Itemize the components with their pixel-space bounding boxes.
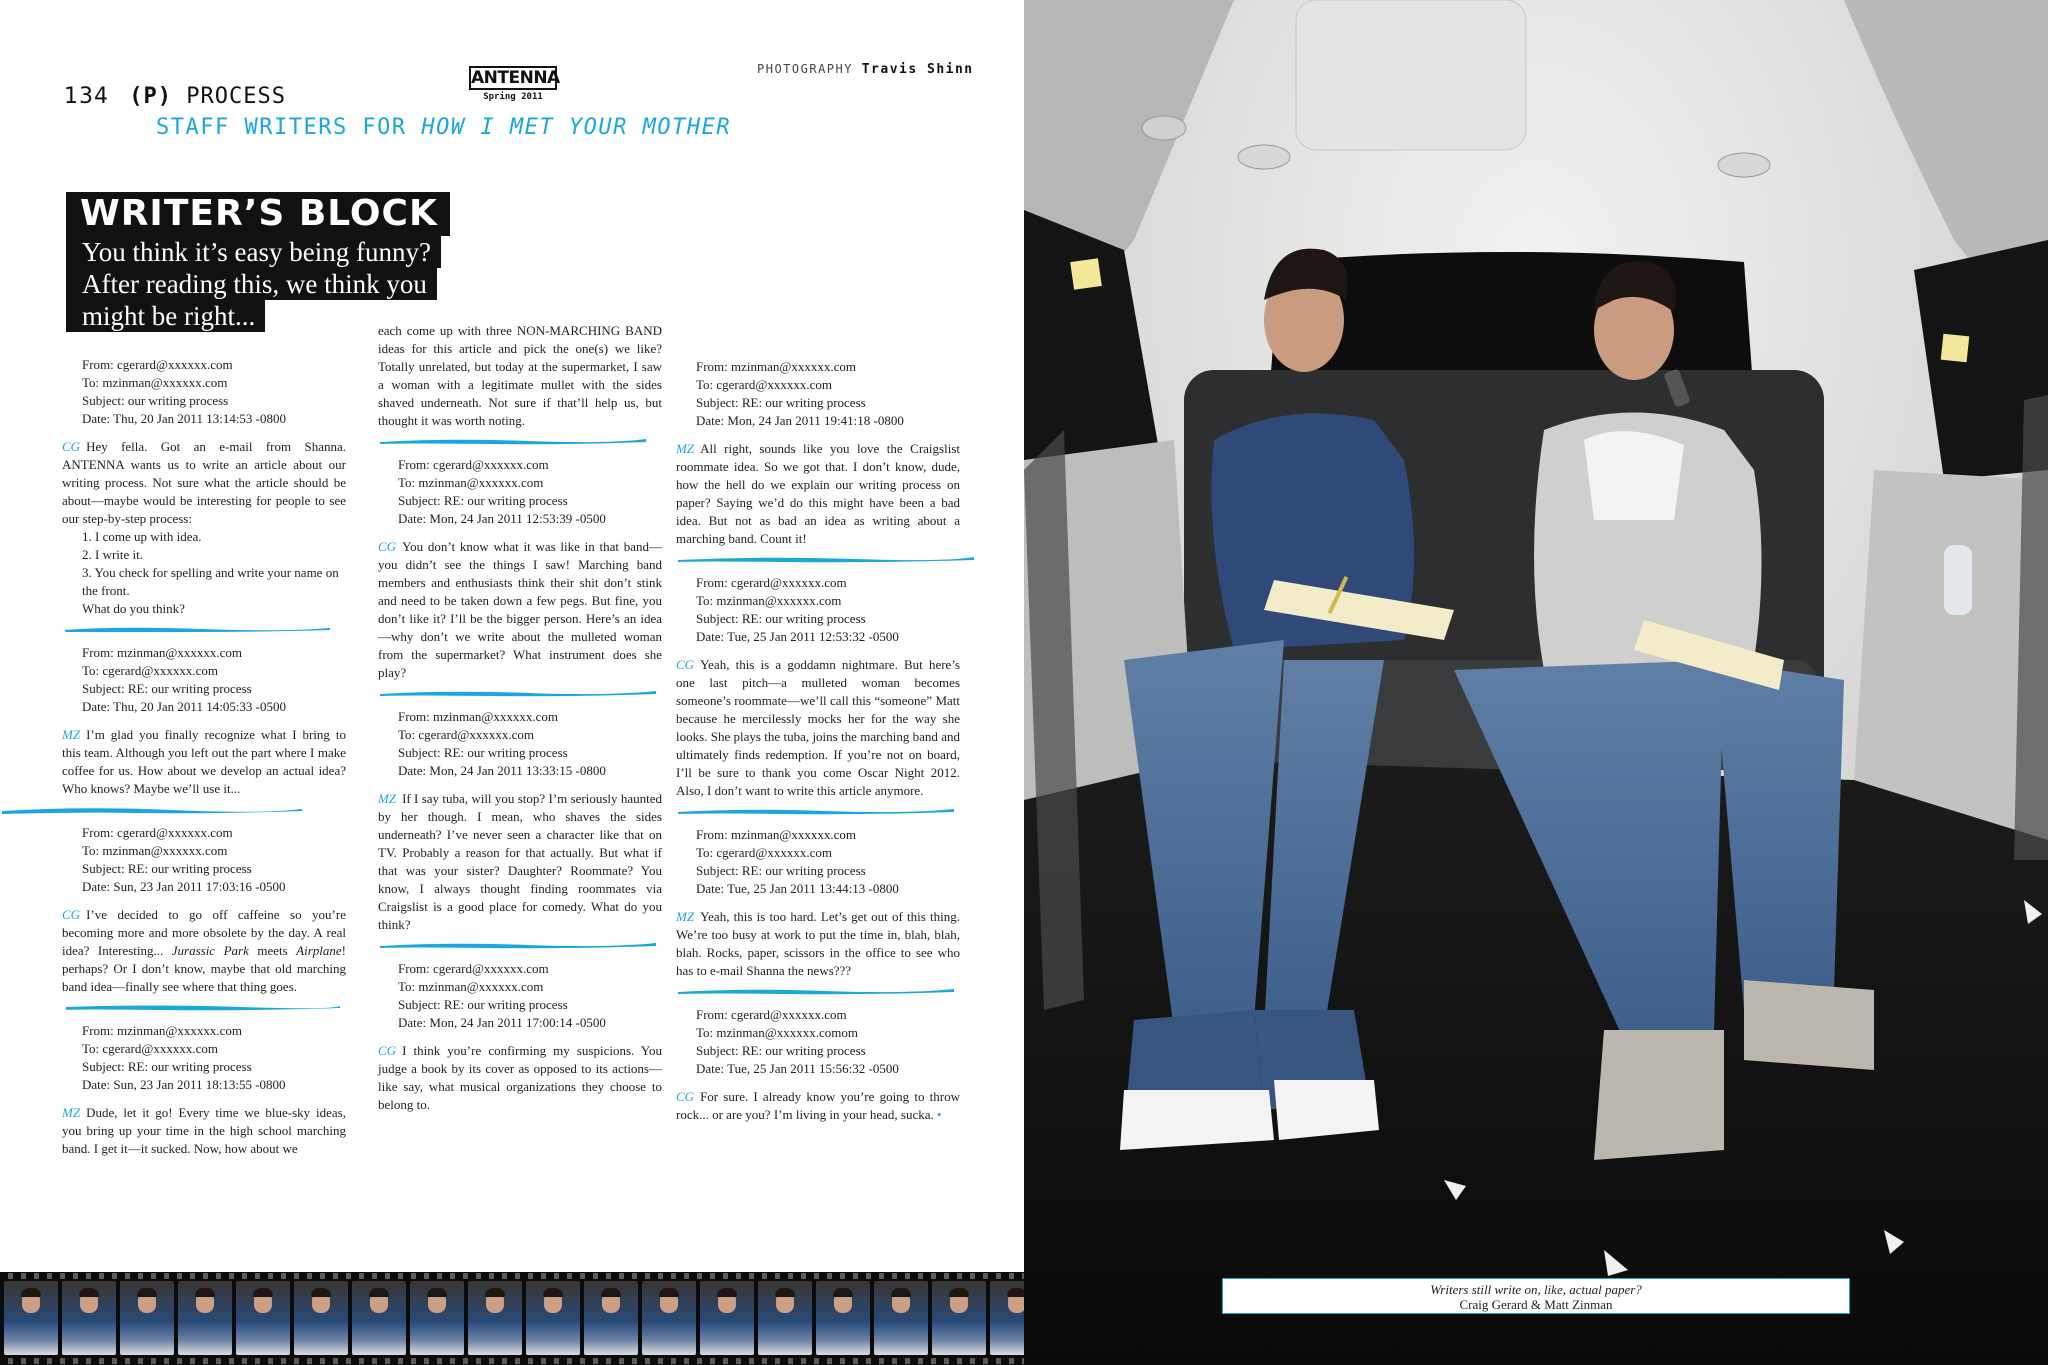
ceiling-light-icon — [1142, 116, 1186, 140]
film-frame — [874, 1281, 928, 1355]
message-body: Hey fella. Got an e-mail from Shanna. ANTENNA wants us to write an article about our writing process. Not sure what the article should be about—maybe would be interesting for people to see our step-by-step process: — [62, 439, 346, 526]
email-date: Date: Mon, 24 Jan 2011 19:41:18 -0800 — [696, 413, 904, 428]
email-message — [676, 656, 960, 800]
email-to: To: cgerard@xxxxxx.com — [82, 1041, 218, 1056]
ceiling-light-icon — [1238, 145, 1290, 169]
email-subject: Subject: RE: our writing process — [696, 395, 866, 410]
email-message — [62, 1104, 346, 1158]
email-subject: Subject: RE: our writing process — [696, 863, 866, 878]
deck-line: might be right... — [66, 300, 265, 332]
email-message — [676, 908, 960, 980]
frame-hair — [775, 1288, 795, 1297]
email-header — [62, 1022, 346, 1094]
author-initials: CG — [676, 657, 695, 672]
film-frame — [178, 1281, 232, 1355]
message-italic: Airplane — [296, 943, 342, 958]
message-body: All right, sounds like you love the Craigslist roommate idea. So we got that. I don’t know, dude, how the hell do we explain our writing process on paper? Saying we’d do this might have been a bad idea. But not as bad an idea as writing about a marching band. Count it! — [676, 441, 960, 546]
email-from: From: mzinman@xxxxxx.com — [398, 709, 559, 724]
frame-hair — [601, 1288, 621, 1297]
page-header — [64, 84, 286, 109]
email-subject: Subject: our writing process — [82, 393, 229, 408]
email-date: Date: Mon, 24 Jan 2011 17:00:14 -0500 — [398, 1015, 606, 1030]
email-from: From: cgerard@xxxxxx.com — [82, 825, 233, 840]
divider-brushstroke — [676, 554, 960, 564]
film-perforation — [0, 1358, 1024, 1364]
email-to: To: cgerard@xxxxxx.com — [696, 377, 832, 392]
message-body: I’ve decided to go off caffeine so you’re becoming more and more obsolete by the day. A real idea? Interesting... — [62, 907, 346, 958]
email-date: Date: Tue, 25 Jan 2011 13:44:13 -0800 — [696, 881, 899, 896]
email-from: From: mzinman@xxxxxx.com — [696, 359, 857, 374]
email-date: Date: Sun, 23 Jan 2011 17:03:16 -0500 — [82, 879, 286, 894]
author-initials: CG — [378, 1043, 397, 1058]
email-to: To: mzinman@xxxxxx.com — [696, 593, 842, 608]
film-frame — [990, 1281, 1024, 1355]
message-body: If I say tuba, will you stop? I’m seriously haunted by her though. I mean, who shaves the sides underneath? I’ve never seen a character like that on TV. Probably a reason for that actually. But what if that was your sister? Daughter? Roommate? You know, I always thought finding roommates via Craigslist is a good place for comedy. What do you think? — [378, 791, 662, 932]
divider-brushstroke — [378, 940, 662, 950]
email-message — [62, 726, 346, 798]
email-to: To: mzinman@xxxxxx.com — [398, 475, 544, 490]
frame-hair — [949, 1288, 969, 1297]
email-subject: Subject: RE: our writing process — [398, 997, 568, 1012]
frame-hair — [311, 1288, 331, 1297]
email-date: Date: Sun, 23 Jan 2011 18:13:55 -0800 — [82, 1077, 286, 1092]
deck-line: You think it’s easy being funny? — [66, 236, 441, 268]
article-deck — [66, 236, 450, 332]
deck-line: After reading this, we think you — [66, 268, 437, 300]
film-frame — [236, 1281, 290, 1355]
film-frame — [700, 1281, 754, 1355]
divider-brushstroke — [676, 806, 960, 816]
email-to: To: cgerard@xxxxxx.com — [696, 845, 832, 860]
film-frame — [468, 1281, 522, 1355]
frame-hair — [543, 1288, 563, 1297]
subtitle-show: HOW I MET YOUR MOTHER — [421, 115, 732, 140]
ceiling-console — [1296, 0, 1526, 150]
text-column-1 — [62, 356, 346, 1158]
email-from: From: cgerard@xxxxxx.com — [398, 961, 549, 976]
email-header — [676, 1006, 960, 1078]
film-strip — [0, 1272, 1024, 1365]
divider-brushstroke — [378, 688, 662, 698]
author-initials: CG — [62, 907, 81, 922]
text-column-3 — [676, 358, 960, 1124]
email-subject: Subject: RE: our writing process — [82, 681, 252, 696]
email-header — [378, 708, 662, 780]
email-header — [62, 644, 346, 716]
frame-hair — [717, 1288, 737, 1297]
list-item: 3. You check for spelling and write your name on the front. — [82, 565, 339, 598]
email-message — [378, 538, 662, 682]
author-initials: CG — [62, 439, 81, 454]
cover-photo — [1024, 0, 2048, 1365]
email-message — [378, 790, 662, 934]
email-to: To: mzinman@xxxxxx.com — [82, 375, 228, 390]
divider-brushstroke — [378, 436, 662, 446]
email-header — [676, 574, 960, 646]
message-body: You don’t know what it was like in that band—you didn’t see the things I saw! Marching band members and enthusiasts think their shit don’t stink and need to be taken down a few pegs. But fine, you don’t like it? I’ll be the bigger person. Here’s an idea—why don’t we write about the mulleted woman from the supermarket? What instrument does she play? — [378, 539, 662, 680]
section-name: PROCESS — [186, 84, 286, 109]
sticky-note — [1070, 258, 1102, 290]
caption-line-2: Craig Gerard & Matt Zinman — [1459, 1297, 1613, 1312]
email-subject: Subject: RE: our writing process — [398, 493, 568, 508]
email-header — [378, 456, 662, 528]
photo-credit — [757, 62, 974, 77]
author-initials: MZ — [676, 441, 695, 456]
email-message-continued — [378, 322, 662, 430]
email-from: From: cgerard@xxxxxx.com — [398, 457, 549, 472]
caption-line-1: Writers still write on, like, actual paper? — [1430, 1282, 1642, 1297]
film-frame — [62, 1281, 116, 1355]
ceiling-light-icon — [1718, 153, 1770, 177]
film-perforation — [0, 1273, 1024, 1279]
email-date: Date: Tue, 25 Jan 2011 12:53:32 -0500 — [696, 629, 899, 644]
film-frame — [816, 1281, 870, 1355]
film-frame — [932, 1281, 986, 1355]
film-frame — [410, 1281, 464, 1355]
logo-wordmark: ANTENNA — [471, 68, 560, 88]
email-from: From: mzinman@xxxxxx.com — [82, 1023, 243, 1038]
email-message — [62, 906, 346, 996]
article-headline: WRITER’S BLOCK — [66, 192, 450, 236]
frame-hair — [79, 1288, 99, 1297]
email-from: From: mzinman@xxxxxx.com — [82, 645, 243, 660]
email-to: To: cgerard@xxxxxx.com — [82, 663, 218, 678]
message-italic: Jurassic Park — [171, 943, 249, 958]
email-date: Date: Thu, 20 Jan 2011 14:05:33 -0500 — [82, 699, 287, 714]
email-to: To: mzinman@xxxxxx.comom — [696, 1025, 858, 1040]
email-message — [676, 1088, 960, 1124]
message-body: Yeah, this is too hard. Let’s get out of this thing. We’re too busy at work to put the time in, blah, blah, blah. Rocks, paper, scissors in the office to see who has to e-mail Shanna the news??? — [676, 909, 960, 978]
frame-hair — [891, 1288, 911, 1297]
message-body: Dude, let it go! Every time we blue-sky ideas, you bring up your time in the high school marching band. I get it—it sucked. Now, how about we — [62, 1105, 346, 1156]
film-frame — [758, 1281, 812, 1355]
email-to: To: mzinman@xxxxxx.com — [398, 979, 544, 994]
frame-hair — [21, 1288, 41, 1297]
email-subject: Subject: RE: our writing process — [82, 1059, 252, 1074]
frame-hair — [195, 1288, 215, 1297]
frame-hair — [253, 1288, 273, 1297]
email-header — [62, 824, 346, 896]
email-from: From: cgerard@xxxxxx.com — [696, 1007, 847, 1022]
photo-caption — [1222, 1278, 1850, 1314]
credit-label: PHOTOGRAPHY — [757, 62, 853, 76]
divider-brushstroke — [62, 804, 346, 814]
frame-hair — [369, 1288, 389, 1297]
email-date: Date: Tue, 25 Jan 2011 15:56:32 -0500 — [696, 1061, 899, 1076]
email-header — [676, 826, 960, 898]
email-date: Date: Mon, 24 Jan 2011 12:53:39 -0500 — [398, 511, 606, 526]
film-frame — [294, 1281, 348, 1355]
list-item: 2. I write it. — [82, 547, 144, 562]
subtitle-prefix: STAFF WRITERS FOR — [156, 115, 422, 140]
section-subtitle — [156, 115, 731, 140]
frame-hair — [427, 1288, 447, 1297]
author-initials: CG — [676, 1089, 695, 1104]
frame-hair — [1007, 1288, 1024, 1297]
author-initials: CG — [378, 539, 397, 554]
email-date: Date: Thu, 20 Jan 2011 13:14:53 -0800 — [82, 411, 287, 426]
magazine-logo — [469, 66, 560, 102]
frame-hair — [833, 1288, 853, 1297]
text-column-2 — [378, 322, 662, 1114]
message-body: ! perhaps? Or I don’t know, maybe that old marching band idea—finally see where that thing goes. — [62, 943, 346, 994]
email-subject: Subject: RE: our writing process — [82, 861, 252, 876]
credit-name: Travis Shinn — [861, 62, 974, 77]
list-item: What do you think? — [82, 601, 185, 616]
film-frame — [526, 1281, 580, 1355]
email-date: Date: Mon, 24 Jan 2011 13:33:15 -0800 — [398, 763, 606, 778]
film-frame — [4, 1281, 58, 1355]
message-body: For sure. I already know you’re going to throw rock... or are you? I’m living in your head, sucka. — [676, 1089, 960, 1122]
email-header — [62, 356, 346, 428]
divider-brushstroke — [62, 1002, 346, 1012]
van-interior-illustration — [1024, 0, 2048, 1365]
divider-brushstroke — [676, 986, 960, 996]
email-subject: Subject: RE: our writing process — [696, 611, 866, 626]
email-from: From: cgerard@xxxxxx.com — [696, 575, 847, 590]
section-code: (P) — [129, 84, 172, 109]
email-to: To: mzinman@xxxxxx.com — [82, 843, 228, 858]
email-message — [378, 1042, 662, 1114]
film-frame — [642, 1281, 696, 1355]
message-body: I’m glad you finally recognize what I bring to this team. Although you left out the part where I make coffee for us. How about we develop an actual idea? Who knows? Maybe we’ll use it... — [62, 727, 346, 796]
email-header — [378, 960, 662, 1032]
list-item: 1. I come up with idea. — [82, 529, 202, 544]
film-frame — [120, 1281, 174, 1355]
frame-hair — [659, 1288, 679, 1297]
email-message — [62, 438, 346, 618]
email-from: From: cgerard@xxxxxx.com — [82, 357, 233, 372]
author-initials: MZ — [676, 909, 695, 924]
author-initials: MZ — [62, 1105, 81, 1120]
email-from: From: mzinman@xxxxxx.com — [696, 827, 857, 842]
email-subject: Subject: RE: our writing process — [696, 1043, 866, 1058]
message-body: meets — [248, 943, 297, 958]
email-subject: Subject: RE: our writing process — [398, 745, 568, 760]
headline-block — [66, 192, 450, 332]
frame-hair — [137, 1288, 157, 1297]
author-initials: MZ — [62, 727, 81, 742]
message-body: each come up with three NON-MARCHING BAND ideas for this article and pick the one(s) we like? Totally unrelated, but today at the supermarket, I saw a woman with a legitimate mullet with the sides shaved underneath. Not sure if that’ll help us, but thought it was worth noting. — [378, 323, 662, 428]
message-body: I think you’re confirming my suspicions. You judge a book by its cover as opposed to its actions—like say, what musical organizations they choose to belong to. — [378, 1043, 662, 1112]
water-bottle — [1944, 545, 1972, 615]
frame-hair — [485, 1288, 505, 1297]
film-frame — [584, 1281, 638, 1355]
sticky-note — [1941, 334, 1970, 363]
email-to: To: cgerard@xxxxxx.com — [398, 727, 534, 742]
end-mark: • — [937, 1107, 942, 1122]
author-initials: MZ — [378, 791, 397, 806]
film-frame — [352, 1281, 406, 1355]
logo-issue: Spring 2011 — [483, 92, 543, 102]
email-message — [676, 440, 960, 548]
divider-brushstroke — [62, 624, 346, 634]
email-header — [676, 358, 960, 430]
message-body: Yeah, this is a goddamn nightmare. But here’s one last pitch—a mulleted woman becomes someone’s roommate—we’ll call this “someone” Matt because he mercilessly mocks her for the way she looks. She plays the tuba, joins the marching band and ultimately finds redemption. If you’re not on board, I’ll be sure to thank you come Oscar Night 2012. Also, I don’t want to write this article anymore. — [676, 657, 960, 798]
page-number: 134 — [64, 84, 109, 109]
